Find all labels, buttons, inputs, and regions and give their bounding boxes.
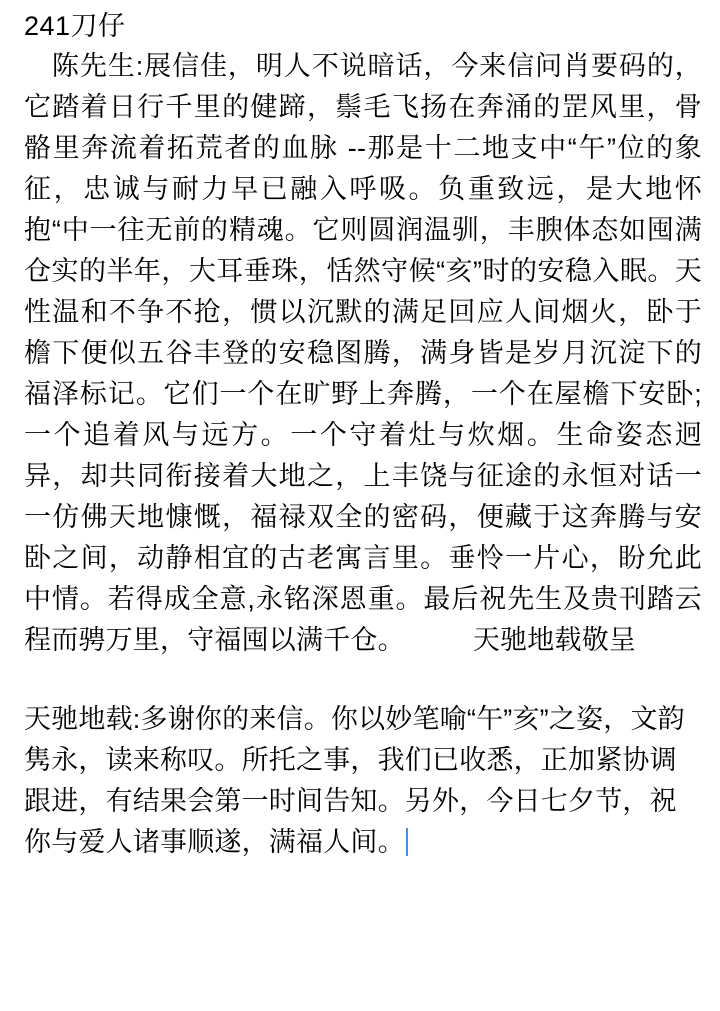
text-caret (406, 828, 408, 856)
paragraph-spacer (24, 661, 702, 699)
letter-paragraph: 陈先生:展信佳，明人不说暗话，今来信问肖要码的，它踏着日行千里的健蹄，鬃毛飞扬在奔涌的罡风里，骨骼里奔流着拓荒者的血脉 --那是十二地支中“午”位的象征，忠诚与耐力早已融入呼吸。负重致远，是大地怀抱“中一往无前的精魂。它则圆润温驯，丰腴体态如囤满仓实的半年，大耳垂珠，恬然守候“亥”时的安稳入眠。天性温和不争不抢，惯以沉默的满足回应人间烟火，卧于檐下便似五谷丰登的安稳图腾，满身皆是岁月沉淀下的福泽标记。它们一个在旷野上奔腾，一个在屋檐下安卧;一个追着风与远方。一个守着灶与炊烟。生命姿态迥异，却共同衔接着大地之，上丰饶与征途的永恒对话一一仿佛天地慷慨，福禄双全的密码，便藏于这奔腾与安卧之间，动静相宜的古老寓言里。垂怜一片心，盼允此中情。若得成全意,永铭深恩重。最后祝先生及贵刊踏云程而骋万里，守福囤以满千仓。 天驰地载敬呈 (24, 51, 702, 655)
reply-paragraph: 天驰地载:多谢你的来信。你以妙笔喻“午”亥”之姿，文韵隽永，读来称叹。所托之事，我们已收悉，正加紧协调跟进，有结果会第一时间告知。另外，今日七夕节，祝你与爱人诸事顺遂，满福人间。 (24, 704, 685, 857)
reply-block[interactable] (24, 699, 702, 863)
page-title: 241刀仔 (24, 11, 126, 41)
